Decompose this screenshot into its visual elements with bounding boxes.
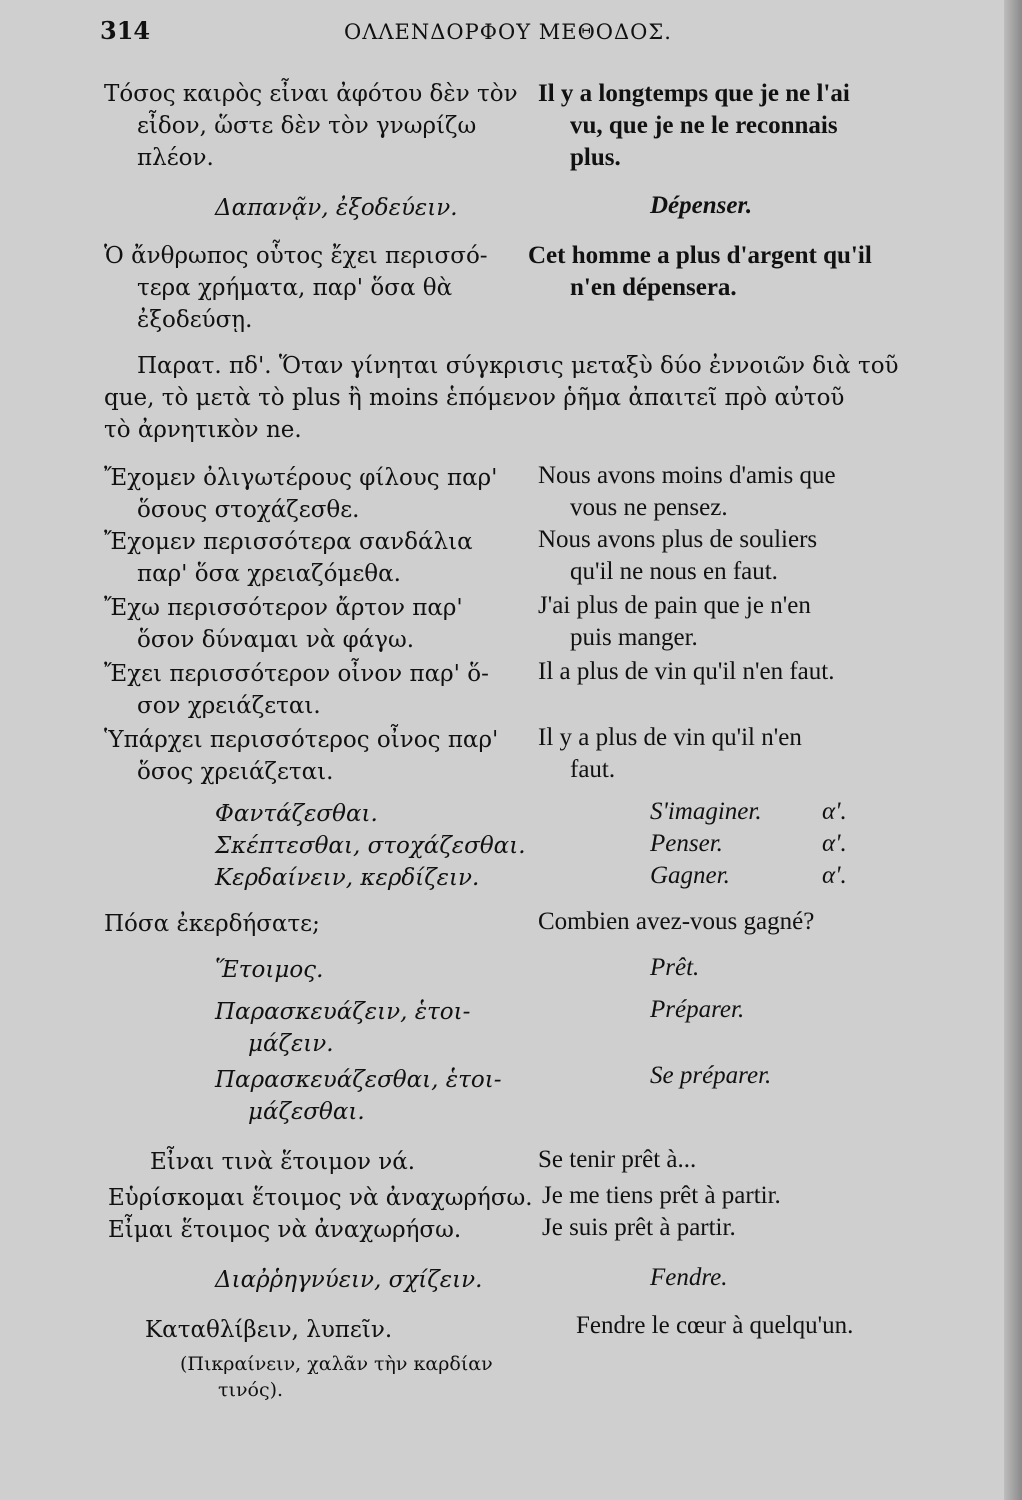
french-heading: Fendre. (650, 1264, 728, 1291)
greek-line: Τόσος καιρὸς εἶναι ἀφότου δὲν τὸν (104, 81, 518, 107)
french-line: n'en dépensera. (570, 274, 737, 301)
greek-heading: Παρασκευάζειν, ἑτοι- (215, 999, 471, 1025)
french-line: Nous avons plus de souliers (538, 526, 818, 553)
greek-line: ἐξοδεύσῃ. (137, 307, 253, 333)
greek-note-line: (Πικραίνειν, χαλᾶν τὴν καρδίαν (180, 1353, 493, 1375)
greek-heading: Διαῤῥηγνύειν, σχίζειν. (215, 1267, 483, 1293)
note-line: τὸ ἀρνητικὸν ne. (104, 417, 302, 443)
vocab-french: S'imaginer. (650, 798, 762, 825)
greek-line: ὅσους στοχάζεσθε. (137, 497, 360, 523)
greek-note-line: τινός). (218, 1379, 284, 1401)
french-heading: Se préparer. (650, 1062, 772, 1089)
french-line: Cet homme a plus d'argent qu'il (528, 242, 872, 269)
french-heading: Dépenser. (650, 192, 753, 219)
french-line: plus. (570, 144, 621, 171)
note-line: Παρατ. πδ'. Ὅταν γίνηται σύγκρισις μεταξὺ δύο ἐννοιῶν διὰ τοῦ (137, 353, 899, 379)
french-line: Fendre le cœur à quelqu'un. (576, 1312, 854, 1339)
page-edge-shadow (1004, 0, 1022, 1500)
vocab-greek: Κερδαίνειν, κερδίζειν. (215, 865, 480, 891)
greek-line: Ἔχομεν περισσότερα σανδάλια (104, 529, 473, 555)
vocab-tag: α'. (822, 862, 847, 889)
french-line: Se tenir prêt à... (538, 1146, 697, 1173)
greek-line: πλέον. (137, 145, 214, 171)
greek-line: σον χρειάζεται. (137, 693, 321, 719)
greek-heading: Δαπανᾷν, ἐξοδεύειν. (215, 195, 458, 221)
page-header (100, 16, 740, 56)
french-line: Il y a longtemps que je ne l'ai (538, 80, 850, 107)
greek-line: Ἔχομεν ὀλιγωτέρους φίλους παρ' (104, 465, 498, 491)
greek-line: Καταθλίβειν, λυπεῖν. (145, 1317, 393, 1343)
greek-line: Ὑπάρχει περισσότερος οἶνος παρ' (104, 727, 499, 753)
greek-heading: μάζεσθαι. (248, 1099, 365, 1125)
greek-line: εἶδον, ὥστε δὲν τὸν γνωρίζω (137, 113, 477, 139)
greek-line: Εὑρίσκομαι ἕτοιμος νὰ ἀναχωρήσω. (108, 1185, 533, 1211)
french-line: Je suis prêt à partir. (542, 1214, 736, 1241)
french-line: faut. (570, 756, 616, 783)
french-line: Il a plus de vin qu'il n'en faut. (538, 658, 835, 685)
vocab-french: Penser. (650, 830, 723, 857)
greek-line: παρ' ὅσα χρειαζόμεθα. (137, 561, 401, 587)
greek-line: τερα χρήματα, παρ' ὅσα θὰ (137, 275, 453, 301)
french-line: Nous avons moins d'amis que (538, 462, 836, 489)
french-heading: Préparer. (650, 996, 745, 1023)
greek-line: ὅσος χρειάζεται. (137, 759, 334, 785)
greek-line: Πόσα ἐκερδήσατε; (104, 911, 320, 937)
page-number: 314 (100, 16, 151, 45)
french-line: qu'il ne nous en faut. (570, 558, 778, 585)
french-line: J'ai plus de pain que je n'en (538, 592, 811, 619)
greek-line: Ἔχει περισσότερον οἶνον παρ' ὅ- (104, 661, 489, 687)
greek-line: Εἶμαι ἕτοιμος νὰ ἀναχωρήσω. (108, 1217, 462, 1243)
note-line: que, τὸ μετὰ τὸ plus ἢ moins ἑπόμενον ῥῆμα ἀπαιτεῖ πρὸ αὐτοῦ (104, 385, 845, 411)
french-line: vous ne pensez. (570, 494, 728, 521)
french-line: Combien avez-vous gagné? (538, 908, 815, 935)
greek-heading: Ἕτοιμος. (215, 957, 324, 983)
running-title: ΟΛΛΕΝΔΟΡΦΟΥ ΜΕΘΟΔΟΣ. (344, 20, 672, 44)
french-line: Je me tiens prêt à partir. (542, 1182, 781, 1209)
vocab-tag: α'. (822, 830, 847, 857)
french-line: Il y a plus de vin qu'il n'en (538, 724, 802, 751)
vocab-tag: α'. (822, 798, 847, 825)
greek-line: ὅσον δύναμαι νὰ φάγω. (137, 627, 415, 653)
greek-heading: μάζειν. (248, 1031, 334, 1057)
french-line: puis manger. (570, 624, 698, 651)
vocab-greek: Φαντάζεσθαι. (215, 801, 378, 827)
greek-heading: Παρασκευάζεσθαι, ἑτοι- (215, 1067, 502, 1093)
greek-line: Ὁ ἄνθρωπος οὗτος ἔχει περισσό- (104, 243, 488, 269)
greek-line: Ἔχω περισσότερον ἄρτον παρ' (104, 595, 463, 621)
french-line: vu, que je ne le reconnais (570, 112, 838, 139)
vocab-greek: Σκέπτεσθαι, στοχάζεσθαι. (215, 833, 526, 859)
french-heading: Prêt. (650, 954, 700, 981)
vocab-french: Gagner. (650, 862, 730, 889)
greek-line: Εἶναι τινὰ ἕτοιμον νά. (150, 1149, 416, 1175)
